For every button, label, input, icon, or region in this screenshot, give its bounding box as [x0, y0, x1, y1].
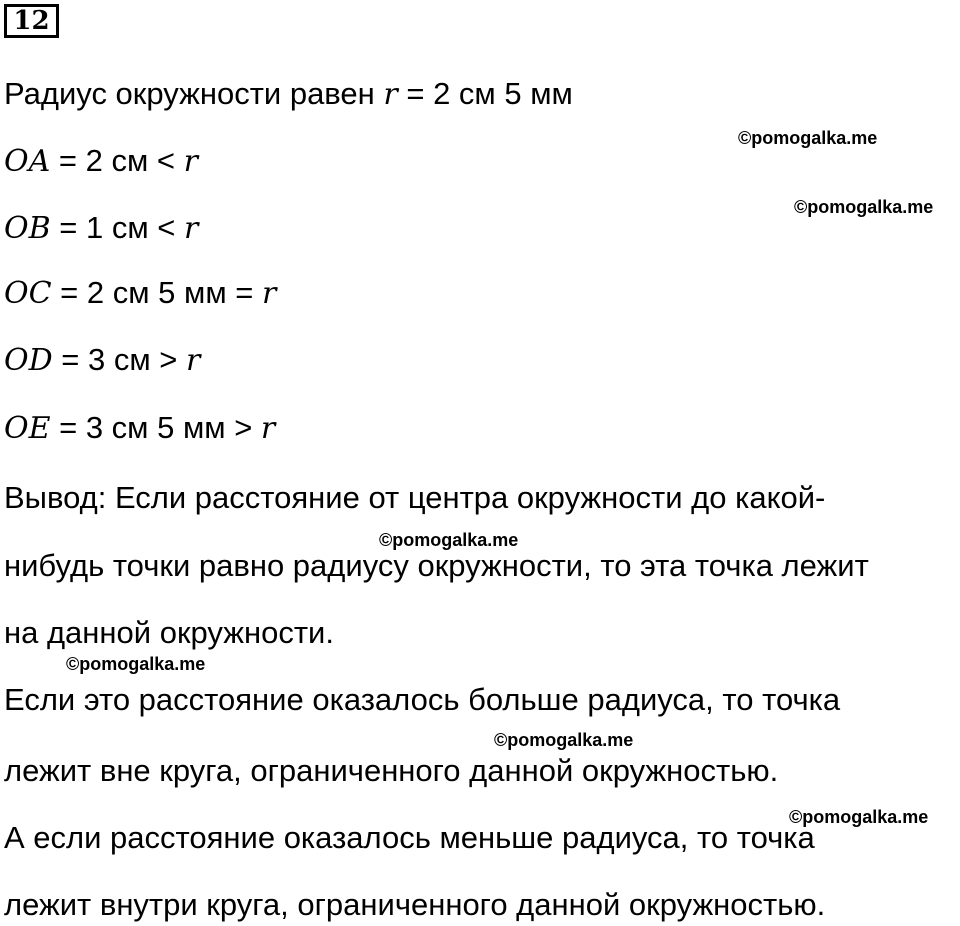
comparison-line-oa [4, 141, 198, 182]
radius-var: r [383, 77, 398, 112]
radius-var: r [183, 211, 199, 246]
conclusion-line: на данной окружности. [4, 615, 334, 650]
watermark: ©pomogalka.me [66, 654, 206, 674]
watermark: ©pomogalka.me [379, 530, 519, 550]
comparison-text: = 3 см 5 мм > [50, 410, 261, 445]
comparison-text: = 2 см < [50, 143, 184, 178]
comparison-line-ob [4, 208, 198, 249]
radius-var: r [185, 343, 201, 378]
radius-prefix: Радиус окружности равен [4, 76, 384, 111]
conclusion-line: нибудь точки равно радиусу окружности, то эта точка лежит [4, 548, 869, 583]
comparison-text: = 2 см 5 мм = [51, 275, 262, 310]
conclusion-line: лежит внутри круга, ограниченного данной окружностью. [4, 887, 826, 922]
radius-suffix: = 2 см 5 мм [397, 76, 573, 111]
radius-var: r [183, 144, 198, 179]
comparison-line-oe [4, 408, 275, 449]
conclusion-line: Вывод: Если расстояние от центра окружности до какой- [4, 480, 826, 515]
segment-name: OE [4, 411, 51, 446]
watermark: ©pomogalka.me [794, 197, 934, 217]
radius-var: r [260, 411, 276, 446]
conclusion-line: Если это расстояние оказалось больше радиуса, то точка [4, 682, 841, 717]
radius-line [4, 74, 573, 115]
watermark: ©pomogalka.me [494, 730, 634, 750]
comparison-line-oc [4, 273, 276, 314]
watermark: ©pomogalka.me [738, 128, 878, 148]
comparison-text: = 1 см < [50, 210, 184, 245]
segment-name: OB [4, 211, 51, 246]
problem-number-badge: 12 [4, 4, 59, 38]
radius-var: r [261, 276, 277, 311]
segment-name: OA [4, 144, 51, 179]
segment-name: OD [4, 343, 53, 378]
comparison-text: = 3 см > [52, 342, 186, 377]
watermark: ©pomogalka.me [789, 807, 929, 827]
conclusion-line: А если расстояние оказалось меньше радиуса, то точка [4, 820, 815, 855]
comparison-line-od [4, 340, 200, 381]
conclusion-line: лежит вне круга, ограниченного данной окружностью. [4, 753, 779, 788]
segment-name: OC [4, 276, 52, 311]
